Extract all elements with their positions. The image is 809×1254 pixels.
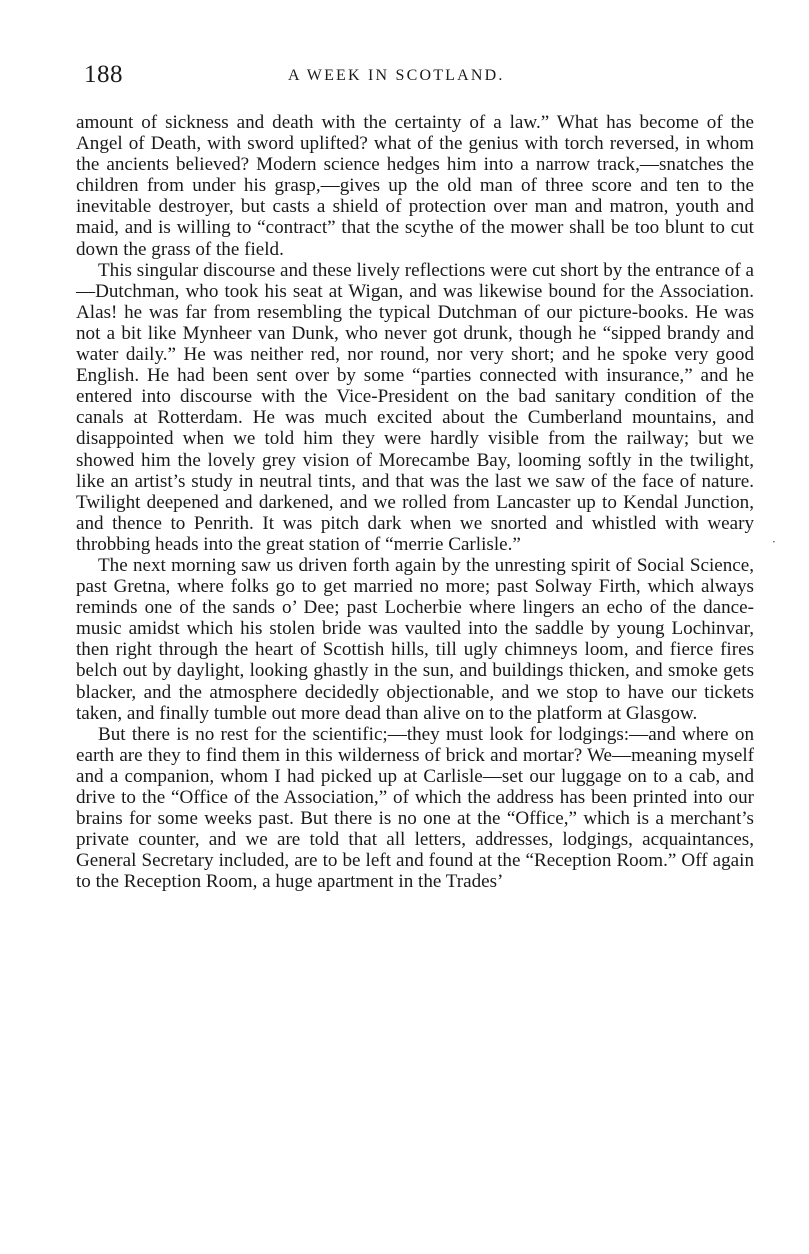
body-text [76, 112, 754, 892]
margin-mark: · [772, 535, 776, 549]
page-number: 188 [84, 61, 123, 88]
paragraph-journey-to-glasgow: The next morning saw us driven forth again by the unresting spirit of Social Science, past Gretna, where folks go to get married no more; past Solway Firth, which always reminds one of the sands o’ Dee; past Locherbie where lingers an echo of the dance-music amidst which his stolen bride was vaulted into the saddle by young Lochinvar, then right through the heart of Scottish hills, till ugly chimneys loom, and fierce fires belch out by daylight, looking ghastly in the sun, and buildings thicken, and smoke gets blacker, and the atmosphere decidedly objectionable, and we stop to have our tickets taken, and finally tumble out more dead than alive on to the platform at Glasgow. [76, 554, 754, 724]
paragraph-continuation: amount of sickness and death with the certainty of a law.” What has become of the Angel of Death, with sword uplifted? what of the genius with torch reversed, in whom the ancients believed? Modern science hedges him into a narrow track,—snatches the children from under his grasp,—gives up the old man of three score and ten to the inevitable destroyer, but casts a shield of protection over man and matron, youth and maid, and is willing to “contract” that the scythe of the mower shall be too blunt to cut down the grass of the field. [76, 112, 754, 260]
paragraph-dutchman: This singular discourse and these lively reflections were cut short by the entrance of a—Dutchman, who took his seat at Wigan, and was likewise bound for the Association. Alas! he was far from resembling the typical Dutchman of our picture-books. He was not a bit like Mynheer van Dunk, who never got drunk, though he “sipped brandy and water daily.” He was neither red, nor round, nor very short; and he spoke very good English. He had been sent over by some “parties connected with insurance,” and he entered into discourse with the Vice-President on the bad sanitary condition of the canals at Rotterdam. He was much excited about the Cumberland mountains, and disappointed when we told him they were hardly visible from the railway; but we showed him the lovely grey vision of Morecambe Bay, looming softly in the twilight, like an artist’s study in neutral tints, and that was the last we saw of the face of nature. Twilight deepened and darkened, and we rolled from Lancaster up to Kendal Junction, and thence to Penrith. It was pitch dark when we snorted and whistled with weary throbbing heads into the great station of “merrie Carlisle.” [76, 259, 754, 555]
running-title: A WEEK IN SCOTLAND. [288, 67, 505, 84]
running-head [84, 60, 754, 90]
paragraph-lodgings: But there is no rest for the scientific;—they must look for lodgings:—and where on earth are they to find them in this wilderness of brick and mortar? We—meaning myself and a companion, whom I had picked up at Carlisle—set our luggage on to a cab, and drive to the “Office of the Association,” of which the address has been printed into our brains for some weeks past. But there is no one at the “Office,” which is a merchant’s private counter, and we are told that all letters, addresses, lodgings, acquaintances, General Secretary included, are to be left and found at the “Reception Room.” Off again to the Reception Room, a huge apartment in the Trades’ [76, 723, 754, 893]
